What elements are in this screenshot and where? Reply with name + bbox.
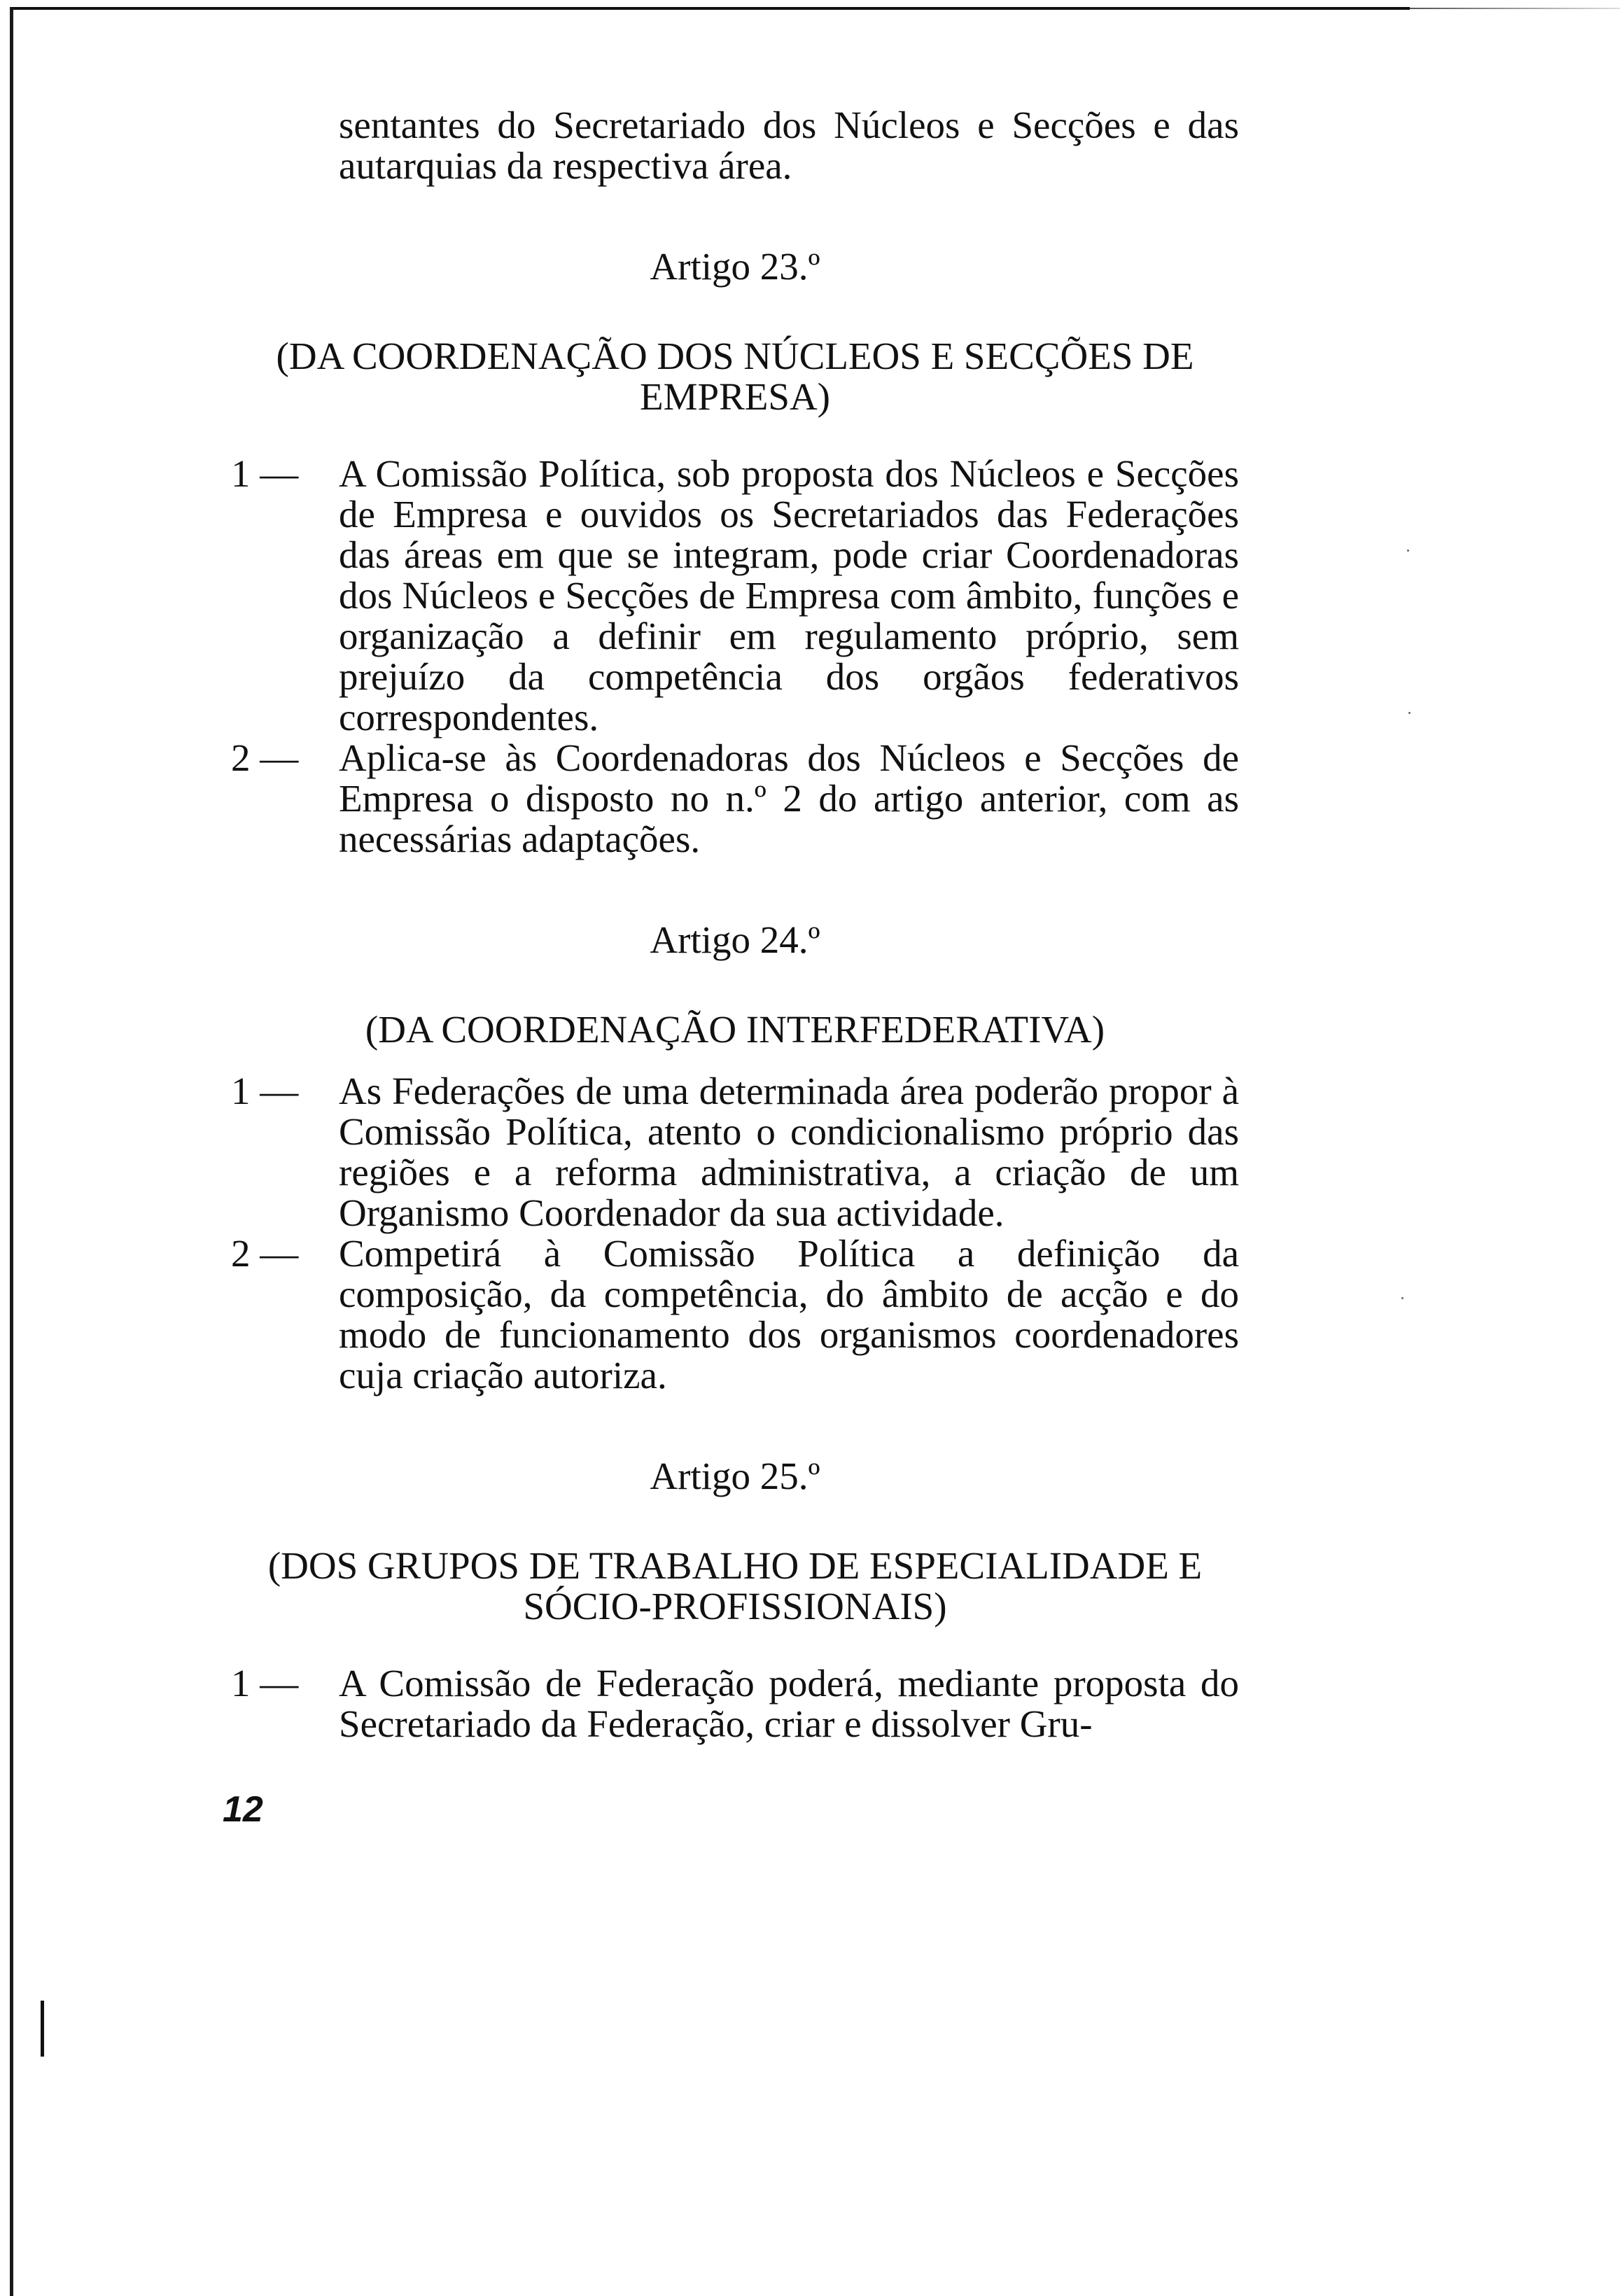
article-heading: Artigo 25.º	[650, 1455, 820, 1497]
item-number: 1 —	[231, 452, 299, 495]
article-title: (DOS GRUPOS DE TRABALHO DE ESPECIALIDADE E SÓCIO-PROFISSIONAIS)	[267, 1544, 1203, 1628]
article-title: (DA COORDENAÇÃO INTERFEDERATIVA)	[365, 1008, 1105, 1051]
article-23	[231, 246, 1239, 860]
article-heading: Artigo 24.º	[650, 918, 820, 961]
article-item	[231, 1071, 1239, 1233]
article-item	[231, 454, 1239, 738]
page-number: 12	[223, 1789, 263, 1830]
continuation-paragraph: sentantes do Secretariado dos Núcleos e Secções e das autarquias da respectiva área.	[339, 104, 1239, 187]
item-number: 1 —	[231, 1070, 299, 1112]
article-item	[231, 738, 1239, 860]
item-text: A Comissão Política, sob proposta dos Núcleos e Secções de Empresa e ouvidos os Secretariados das Federações das áreas em que se integram, pode criar Coordenadoras dos Núcleos e Secções de Empresa com âmbito, funções e organização a definir em regulamento próprio, sem prejuízo da competência dos orgãos federativos correspondentes.	[339, 452, 1239, 738]
scan-edge-top	[10, 7, 1410, 10]
scan-edge-top-fade	[1410, 8, 1620, 9]
article-title: (DA COORDENAÇÃO DOS NÚCLEOS E SECÇÕES DE EMPRESA)	[276, 335, 1194, 418]
article-24	[231, 920, 1239, 1396]
scan-edge-left	[10, 7, 13, 2296]
article-25	[231, 1456, 1239, 1744]
item-text: Aplica-se às Coordenadoras dos Núcleos e Secções de Empresa o disposto no n.º 2 do artigo anterior, com as necessárias adaptações.	[339, 736, 1239, 860]
article-item	[231, 1233, 1239, 1396]
item-number: 2 —	[231, 736, 299, 779]
scan-speck	[1408, 712, 1410, 714]
scan-speck	[1401, 1297, 1404, 1299]
item-text: As Federações de uma determinada área poderão propor à Comissão Política, atento o condicionalismo próprio das regiões e a reforma administrativa, a criação de um Organismo Coordenador da sua actividade.	[339, 1070, 1239, 1234]
article-heading: Artigo 23.º	[650, 245, 820, 288]
item-text: Competirá à Comissão Política a definição da composição, da competência, do âmbito de acção e do modo de funcionamento dos organismos coordenadores cuja criação autoriza.	[339, 1232, 1239, 1396]
scan-speck	[1407, 550, 1409, 552]
item-number: 1 —	[231, 1662, 299, 1704]
item-number: 2 —	[231, 1232, 299, 1275]
document-body	[231, 105, 1239, 1744]
scan-edge-mark	[41, 2001, 44, 2057]
item-text: A Comissão de Federação poderá, mediante proposta do Secretariado da Federação, criar e dissolver Gru-	[339, 1662, 1239, 1745]
article-item	[231, 1663, 1239, 1744]
